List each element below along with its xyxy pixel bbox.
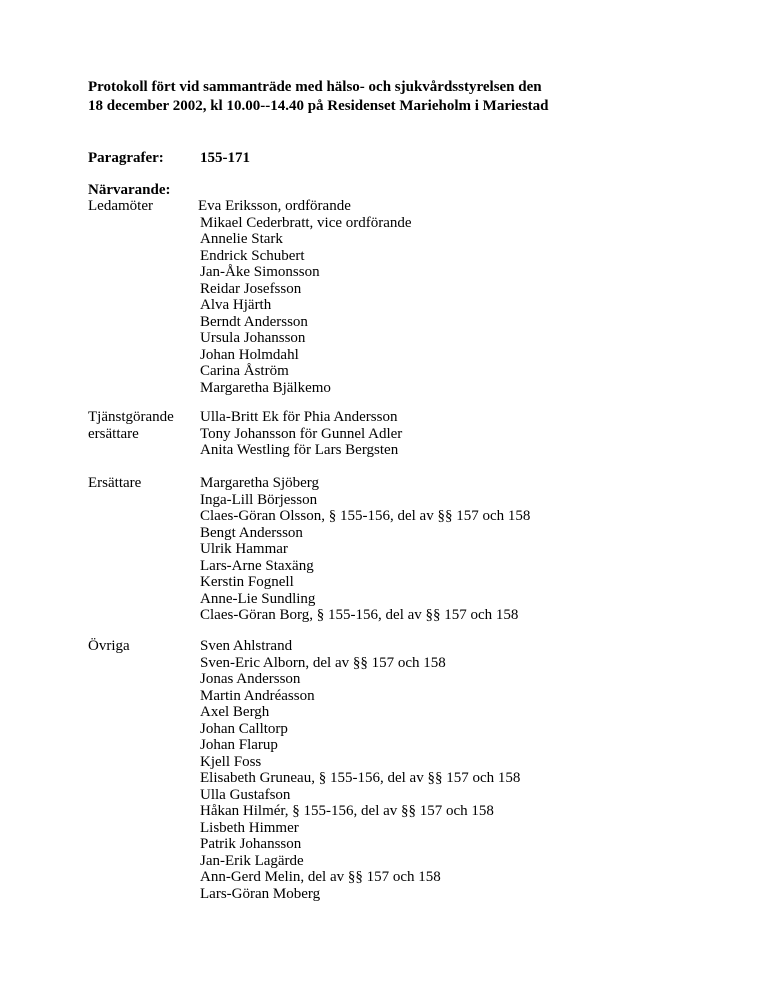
ersattare-member: Claes-Göran Borg, § 155-156, del av §§ 157 och 158 <box>200 607 519 623</box>
paragrafer-label: Paragrafer: <box>88 150 164 166</box>
ersattare-label: Ersättare <box>88 475 142 491</box>
ersattare-member: Lars-Arne Staxäng <box>200 557 314 574</box>
title-line-2: 18 december 2002, kl 10.00--14.40 på Residenset Marieholm i Mariestad <box>88 98 549 114</box>
ledamot-name: Margaretha Bjälkemo <box>200 379 331 396</box>
ersattare-member: Anne-Lie Sundling <box>200 590 316 607</box>
paragrafer-value: 155-171 <box>200 150 250 166</box>
ovriga-member: Håkan Hilmér, § 155-156, del av §§ 157 och 158 <box>200 803 494 819</box>
tjanstgorande-member: Anita Westling för Lars Bergsten <box>200 442 399 458</box>
ovriga-label: Övriga <box>88 638 130 654</box>
ovriga-member: Sven Ahlstrand <box>200 638 293 654</box>
ersattare-member: Ulrik Hammar <box>200 541 288 557</box>
ledamoter-label: Ledamöter <box>88 198 153 214</box>
document-title <box>88 78 549 116</box>
tjanstgorande-member: Ulla-Britt Ek för Phia Andersson <box>200 409 398 425</box>
ledamot-name: Johan Holmdahl <box>200 346 299 363</box>
ledamoter-first: Eva Eriksson, ordförande <box>198 198 351 214</box>
ledamot-name: Berndt Andersson <box>200 313 308 330</box>
ersattare-member: Bengt Andersson <box>200 524 303 541</box>
ersattare-member: Kerstin Fognell <box>200 574 294 590</box>
tjanstgorande-member: Tony Johansson för Gunnel Adler <box>200 425 403 442</box>
ovriga-member: Jan-Erik Lagärde <box>200 852 304 869</box>
ovriga-member: Lars-Göran Moberg <box>200 885 321 902</box>
ovriga-member: Johan Calltorp <box>200 720 288 737</box>
ledamot-name: Endrick Schubert <box>200 247 305 264</box>
ledamot-name: Carina Åström <box>200 363 289 379</box>
ovriga-member: Martin Andréasson <box>200 687 315 704</box>
ersattare-member: Inga-Lill Börjesson <box>200 491 318 508</box>
ledamot-name: Alva Hjärth <box>200 297 272 313</box>
tjanstgorande-label <box>88 409 174 442</box>
ovriga-member: Ann-Gerd Melin, del av §§ 157 och 158 <box>200 869 441 885</box>
title-line-1: Protokoll fört vid sammanträde med hälso- och sjukvårdsstyrelsen den <box>88 79 542 95</box>
ovriga-list <box>200 638 520 902</box>
ledamot-name: Mikael Cederbratt, vice ordförande <box>200 214 412 231</box>
ledamot-name: Ursula Johansson <box>200 330 306 346</box>
ledamot-name: Annelie Stark <box>200 231 283 247</box>
ovriga-member: Ulla Gustafson <box>200 786 291 803</box>
ersattare-list <box>200 475 530 624</box>
ledamot-name: Reidar Josefsson <box>200 280 302 297</box>
narvarande-heading: Närvarande: <box>88 182 171 198</box>
ovriga-member: Axel Bergh <box>200 704 270 720</box>
ovriga-member: Elisabeth Gruneau, § 155-156, del av §§ 157 och 158 <box>200 770 521 786</box>
ovriga-member: Sven-Eric Alborn, del av §§ 157 och 158 <box>200 654 446 671</box>
ovriga-member: Jonas Andersson <box>200 671 301 687</box>
ersattare-member: Margaretha Sjöberg <box>200 475 319 491</box>
ledamoter-list <box>200 215 412 397</box>
tjanstgorande-label-line-2: ersättare <box>88 425 139 442</box>
ersattare-member: Claes-Göran Olsson, § 155-156, del av §§ 157 och 158 <box>200 508 531 524</box>
tjanstgorande-list <box>200 409 402 459</box>
ovriga-member: Lisbeth Himmer <box>200 819 299 836</box>
ledamot-name: Jan-Åke Simonsson <box>200 264 320 280</box>
tjanstgorande-label-line-1: Tjänstgörande <box>88 409 174 425</box>
ovriga-member: Patrik Johansson <box>200 836 302 852</box>
ovriga-member: Kjell Foss <box>200 753 262 770</box>
ovriga-member: Johan Flarup <box>200 737 278 753</box>
